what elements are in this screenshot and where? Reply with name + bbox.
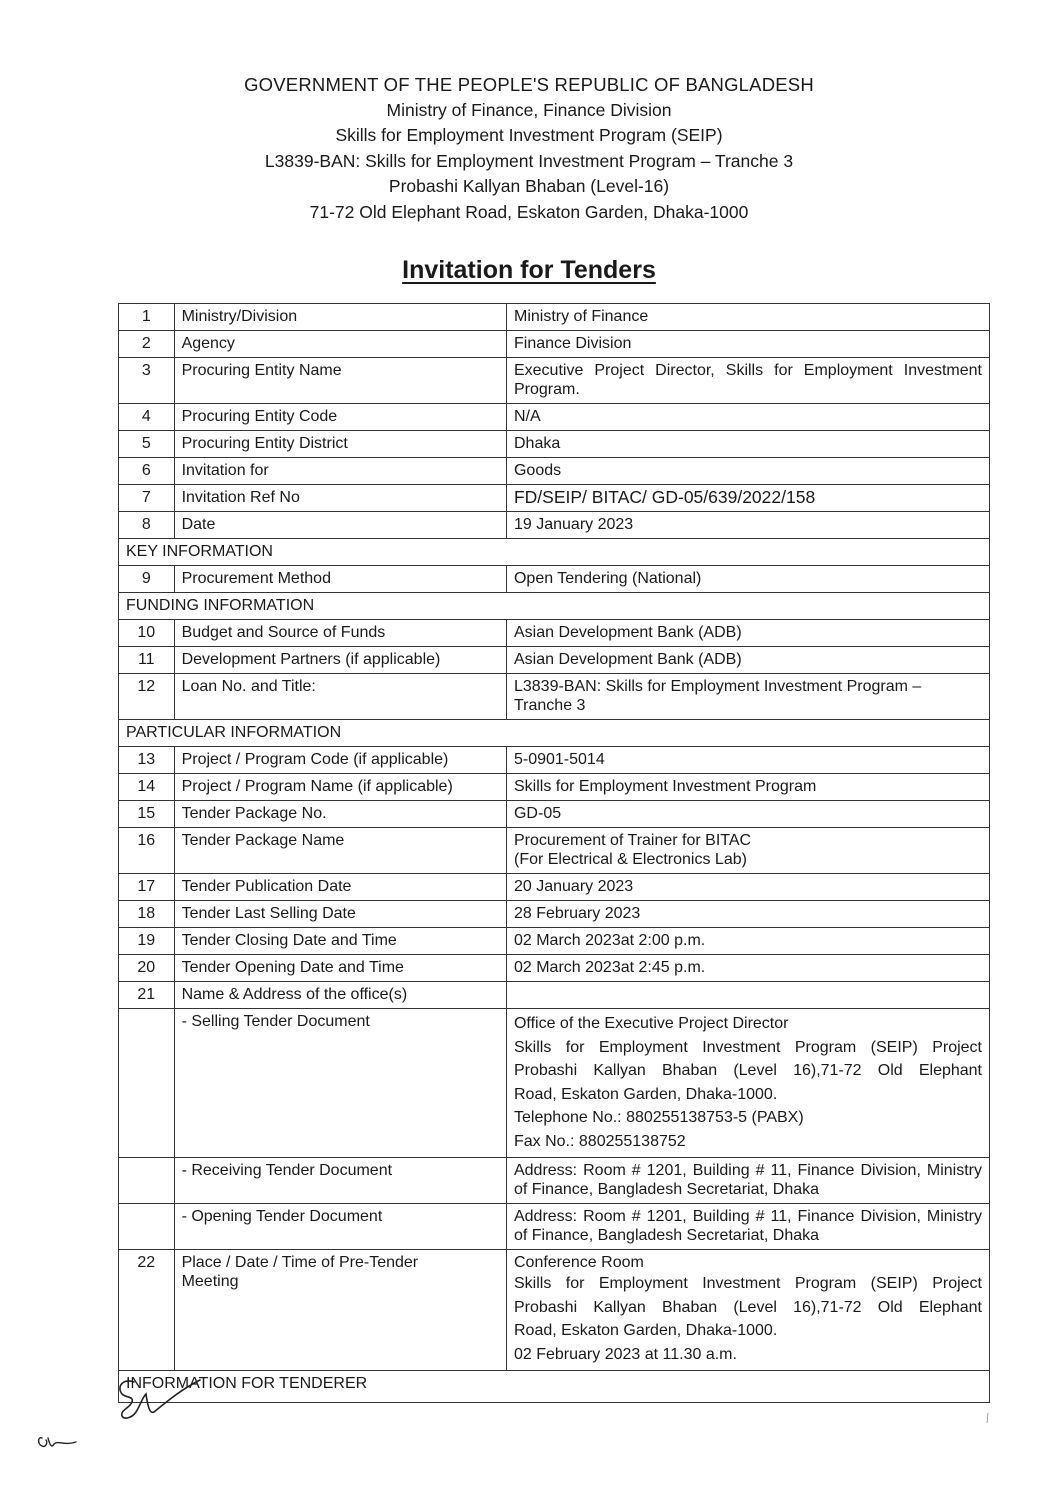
row-item: Procuring Entity Name [174,358,506,404]
table-row [119,304,990,331]
row-value: Dhaka [506,431,989,458]
row-item: Tender Last Selling Date [174,901,506,928]
row-value: 19 January 2023 [506,512,989,539]
receiving-office-address: Address: Room # 1201, Building # 11, Finance Division, Ministry of Finance, Bangladesh Secretariat, Dhaka [506,1158,989,1204]
section-information-for-tenderer: INFORMATION FOR TENDERER [119,1371,990,1403]
row-item: Budget and Source of Funds [174,620,506,647]
address-line: Telephone No.: 880255138753-5 (PABX) [513,1109,804,1126]
opening-office-address: Address: Room # 1201, Building # 11, Finance Division, Ministry of Finance, Bangladesh Secretariat, Dhaka [506,1204,989,1250]
row-number: 12 [119,674,175,720]
row-value [506,982,989,1009]
table-row [119,801,990,828]
row-item: Name & Address of the office(s) [174,982,506,1009]
row-value: L3839-BAN: Skills for Employment Investment Program – Tranche 3 [506,674,989,720]
row-value: Finance Division [506,331,989,358]
row-value: 02 March 2023at 2:45 p.m. [506,955,989,982]
table-row [119,901,990,928]
loan-line: L3839-BAN: Skills for Employment Investment Program – Tranche 3 [264,150,794,171]
row-value: Asian Development Bank (ADB) [506,620,989,647]
row-number: 17 [119,874,175,901]
table-row [119,331,990,358]
handwritten-signature [112,1368,212,1424]
row-item: Loan No. and Title: [174,674,506,720]
table-row [119,647,990,674]
row-item: Invitation for [174,458,506,485]
section-key-information: KEY INFORMATION [119,539,990,566]
row-item [174,1250,506,1371]
table-row [119,674,990,720]
building-line: Probashi Kallyan Bhaban (Level-16) [388,176,670,196]
program-line: Skills for Employment Investment Program (SEIP) [335,125,723,145]
table-row [119,1204,990,1250]
row-number-empty [119,1204,175,1250]
section-funding-information: FUNDING INFORMATION [119,593,990,620]
document-header [0,72,1058,225]
tender-table [118,303,990,1403]
row-number: 4 [119,404,175,431]
address-line: Probashi Kallyan Bhaban (Level 16),71-72 Old Elephant [513,1062,982,1079]
row-number: 5 [119,431,175,458]
row-item: - Opening Tender Document [174,1204,506,1250]
table-row [119,404,990,431]
invitation-ref-value: FD/SEIP/ BITAC/ GD-05/639/2022/158 [506,485,989,512]
item-line: Place / Date / Time of Pre-Tender [181,1254,419,1271]
row-value: Open Tendering (National) [506,566,989,593]
row-number: 1 [119,304,175,331]
row-number: 19 [119,928,175,955]
row-number: 16 [119,828,175,874]
row-number: 6 [119,458,175,485]
government-title: GOVERNMENT OF THE PEOPLE'S REPUBLIC OF BANGLADESH [244,74,814,95]
row-number: 8 [119,512,175,539]
table-row [119,458,990,485]
row-item: Project / Program Name (if applicable) [174,774,506,801]
row-number: 13 [119,747,175,774]
row-value: GD-05 [506,801,989,828]
row-item: Tender Publication Date [174,874,506,901]
scan-mark [986,1412,990,1424]
row-item: Ministry/Division [174,304,506,331]
value-line: Procurement of Trainer for BITAC [513,832,752,849]
selling-office-address [506,1009,989,1158]
row-value [506,828,989,874]
section-row [119,593,990,620]
row-value: N/A [506,404,989,431]
page-title [0,256,1058,285]
address-line: Skills for Employment Investment Program (SEIP) Project [513,1038,982,1056]
row-number: 9 [119,566,175,593]
address-line: Office of the Executive Project Director [513,1015,789,1032]
meeting-line: Road, Eskaton Garden, Dhaka-1000. [513,1322,778,1339]
row-number-empty [119,1009,175,1158]
row-number: 21 [119,982,175,1009]
section-particular-information: PARTICULAR INFORMATION [119,720,990,747]
row-number: 14 [119,774,175,801]
row-number-empty [119,1158,175,1204]
ministry-line: Ministry of Finance, Finance Division [386,99,672,120]
row-value: 20 January 2023 [506,874,989,901]
handwritten-initial [36,1432,80,1454]
row-item: Tender Package No. [174,801,506,828]
address-line: Fax No.: 880255138752 [513,1132,686,1150]
table-row [119,955,990,982]
row-item: Procuring Entity Code [174,404,506,431]
row-item: Tender Package Name [174,828,506,874]
table-row [119,358,990,404]
row-item: Invitation Ref No [174,485,506,512]
value-line: (For Electrical & Electronics Lab) [513,851,747,868]
row-number: 3 [119,358,175,404]
row-number: 11 [119,647,175,674]
table-row [119,1250,990,1371]
row-number: 22 [119,1250,175,1371]
row-value: Goods [506,458,989,485]
table-row [119,747,990,774]
row-value: 5-0901-5014 [506,747,989,774]
meeting-line: Skills for Employment Investment Program (SEIP) Project [513,1275,982,1292]
meeting-line: 02 February 2023 at 11.30 a.m. [513,1345,737,1363]
table-row [119,982,990,1009]
row-item: Date [174,512,506,539]
table-row [119,566,990,593]
pre-tender-meeting-details [506,1250,989,1371]
row-value: Executive Project Director, Skills for Employment Investment Program. [506,358,989,404]
row-item: Project / Program Code (if applicable) [174,747,506,774]
table-row [119,431,990,458]
table-row [119,512,990,539]
row-item: Tender Opening Date and Time [174,955,506,982]
page-title-text: Invitation for Tenders [402,256,656,284]
row-number: 20 [119,955,175,982]
row-value: Ministry of Finance [506,304,989,331]
row-item: - Receiving Tender Document [174,1158,506,1204]
row-value: Asian Development Bank (ADB) [506,647,989,674]
table-row [119,828,990,874]
section-row [119,720,990,747]
address-line: 71-72 Old Elephant Road, Eskaton Garden, Dhaka-1000 [309,201,749,222]
table-row [119,620,990,647]
meeting-line: Conference Room [513,1254,644,1271]
meeting-line: Probashi Kallyan Bhaban (Level 16),71-72 Old Elephant [513,1298,982,1316]
row-value: Skills for Employment Investment Program [506,774,989,801]
item-line: Meeting [181,1273,239,1290]
row-number: 10 [119,620,175,647]
row-value: 28 February 2023 [506,901,989,928]
row-item: - Selling Tender Document [174,1009,506,1158]
table-row [119,928,990,955]
table-row [119,485,990,512]
table-row [119,774,990,801]
row-item: Procuring Entity District [174,431,506,458]
row-value: 02 March 2023at 2:00 p.m. [506,928,989,955]
row-number: 15 [119,801,175,828]
row-item: Agency [174,331,506,358]
address-line: Road, Eskaton Garden, Dhaka-1000. [513,1085,778,1103]
section-row [119,1371,990,1403]
table-row [119,1158,990,1204]
row-item: Tender Closing Date and Time [174,928,506,955]
table-row [119,874,990,901]
row-number: 7 [119,485,175,512]
section-row [119,539,990,566]
table-row [119,1009,990,1158]
row-number: 18 [119,901,175,928]
row-number: 2 [119,331,175,358]
row-item: Procurement Method [174,566,506,593]
row-item: Development Partners (if applicable) [174,647,506,674]
